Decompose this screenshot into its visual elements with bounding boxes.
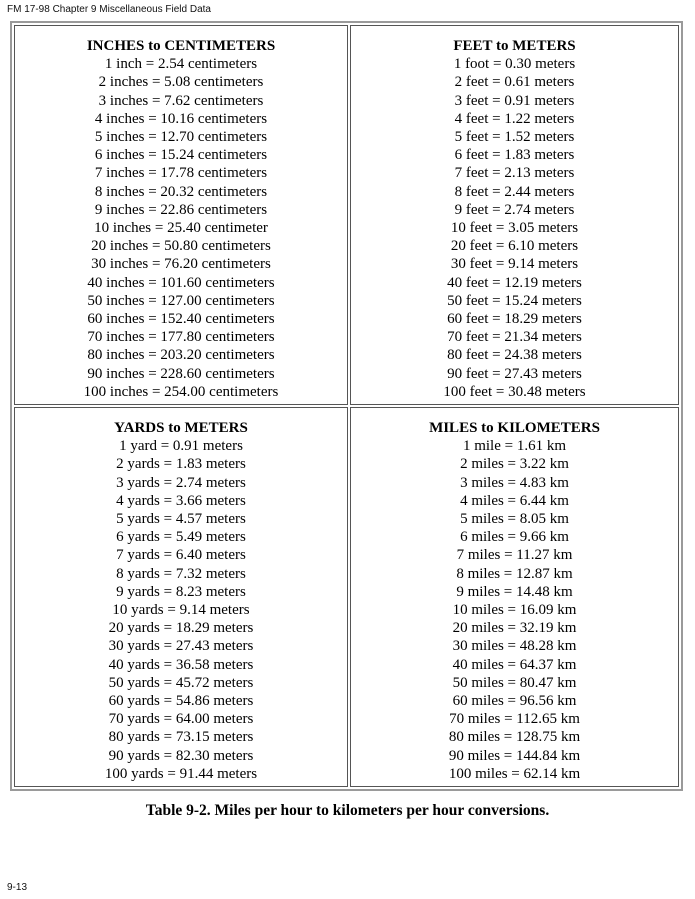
conversion-row: 80 yards = 73.15 meters [108,729,254,746]
conversion-row: 8 yards = 7.32 meters [116,565,246,582]
conversion-row: 2 yards = 1.83 meters [116,456,246,473]
conversion-row: 9 feet = 2.74 meters [454,201,575,218]
conversion-row: 7 miles = 11.27 km [456,547,573,564]
conversion-row: 30 miles = 48.28 km [452,638,577,655]
conversion-row: 100 feet = 30.48 meters [443,383,586,400]
conversion-row: 60 yards = 54.86 meters [108,693,254,710]
conversion-row: 80 inches = 203.20 centimeters [87,347,275,364]
conversion-row: 6 yards = 5.49 meters [116,529,246,546]
conversion-row: 5 miles = 8.05 km [460,511,569,528]
conversion-row: 60 feet = 18.29 meters [447,311,582,328]
conversion-row: 50 miles = 80.47 km [452,674,577,691]
conversion-row: 10 feet = 3.05 meters [450,220,579,237]
conversion-row: 30 inches = 76.20 centimeters [91,256,271,273]
conversion-row: 20 inches = 50.80 centimeters [91,238,271,255]
conversion-row: 5 inches = 12.70 centimeters [94,129,268,146]
conversion-row: 90 feet = 27.43 meters [447,365,582,382]
conversion-row: 40 feet = 12.19 meters [447,274,582,291]
conversion-row: 60 miles = 96.56 km [452,693,577,710]
conversion-row: 9 inches = 22.86 centimeters [94,201,268,218]
cell-title: MILES to KILOMETERS [429,420,600,436]
running-head: FM 17-98 Chapter 9 Miscellaneous Field Data [7,4,211,15]
conversion-row: 50 inches = 127.00 centimeters [87,292,275,309]
conversion-row: 60 inches = 152.40 centimeters [87,311,275,328]
conversion-row: 3 feet = 0.91 meters [454,92,575,109]
conversion-row: 4 yards = 3.66 meters [116,492,246,509]
conversion-row: 20 miles = 32.19 km [452,620,577,637]
conversion-row: 4 inches = 10.16 centimeters [94,110,268,127]
conversion-row: 70 yards = 64.00 meters [108,711,254,728]
conversion-row: 90 yards = 82.30 meters [108,747,254,764]
conversion-row: 1 foot = 0.30 meters [453,56,576,73]
cell-title: FEET to METERS [453,38,576,54]
conversion-row: 90 miles = 144.84 km [448,747,581,764]
conversion-row: 7 inches = 17.78 centimeters [94,165,268,182]
conversion-row: 10 yards = 9.14 meters [112,602,250,619]
conversion-row: 1 yard = 0.91 meters [119,438,243,455]
table-cell-feet-to-meters [350,25,679,405]
table-cell-inches-to-centimeters [14,25,348,405]
cell-title: INCHES to CENTIMETERS [86,38,276,54]
table-caption: Table 9-2. Miles per hour to kilometers per hour conversions. [145,802,550,819]
conversion-row: 9 yards = 8.23 meters [116,583,246,600]
conversion-table [10,21,683,791]
conversion-row: 7 feet = 2.13 meters [454,165,575,182]
conversion-row: 50 yards = 45.72 meters [108,674,254,691]
conversion-row: 2 miles = 3.22 km [460,456,569,473]
conversion-row: 7 yards = 6.40 meters [116,547,246,564]
conversion-row: 6 miles = 9.66 km [460,529,569,546]
page-number: 9-13 [7,882,28,893]
conversion-row: 80 feet = 24.38 meters [447,347,582,364]
conversion-row: 20 yards = 18.29 meters [108,620,254,637]
conversion-row: 40 yards = 36.58 meters [108,656,254,673]
conversion-row: 6 feet = 1.83 meters [454,147,575,164]
conversion-row: 3 miles = 4.83 km [460,474,569,491]
conversion-row: 80 miles = 128.75 km [448,729,581,746]
conversion-row: 4 feet = 1.22 meters [454,110,575,127]
conversion-row: 10 miles = 16.09 km [452,602,577,619]
conversion-row: 20 feet = 6.10 meters [450,238,579,255]
table-cell-yards-to-meters [14,407,348,787]
conversion-row: 30 yards = 27.43 meters [108,638,254,655]
conversion-row: 2 feet = 0.61 meters [454,74,575,91]
conversion-row: 100 inches = 254.00 centimeters [83,383,279,400]
conversion-row: 1 inch = 2.54 centimeters [104,56,258,73]
conversion-row: 3 yards = 2.74 meters [116,474,246,491]
conversion-row: 90 inches = 228.60 centimeters [87,365,275,382]
conversion-row: 8 feet = 2.44 meters [454,183,575,200]
conversion-row: 4 miles = 6.44 km [460,492,569,509]
conversion-row: 1 mile = 1.61 km [462,438,567,455]
conversion-row: 3 inches = 7.62 centimeters [98,92,264,109]
conversion-row: 6 inches = 15.24 centimeters [94,147,268,164]
conversion-row: 2 inches = 5.08 centimeters [98,74,264,91]
conversion-row: 5 yards = 4.57 meters [116,511,246,528]
conversion-row: 9 miles = 14.48 km [456,583,573,600]
conversion-row: 5 feet = 1.52 meters [454,129,575,146]
conversion-row: 10 inches = 25.40 centimeter [94,220,268,237]
conversion-row: 100 yards = 91.44 meters [104,765,258,782]
conversion-row: 70 inches = 177.80 centimeters [87,329,275,346]
conversion-row: 40 inches = 101.60 centimeters [87,274,275,291]
conversion-row: 50 feet = 15.24 meters [447,292,582,309]
table-cell-miles-to-kilometers [350,407,679,787]
cell-title: YARDS to METERS [114,420,248,436]
conversion-row: 70 miles = 112.65 km [449,711,580,728]
conversion-row: 40 miles = 64.37 km [452,656,577,673]
conversion-row: 8 inches = 20.32 centimeters [94,183,268,200]
conversion-row: 30 feet = 9.14 meters [450,256,579,273]
conversion-row: 100 miles = 62.14 km [448,765,581,782]
conversion-row: 70 feet = 21.34 meters [447,329,582,346]
conversion-row: 8 miles = 12.87 km [456,565,573,582]
